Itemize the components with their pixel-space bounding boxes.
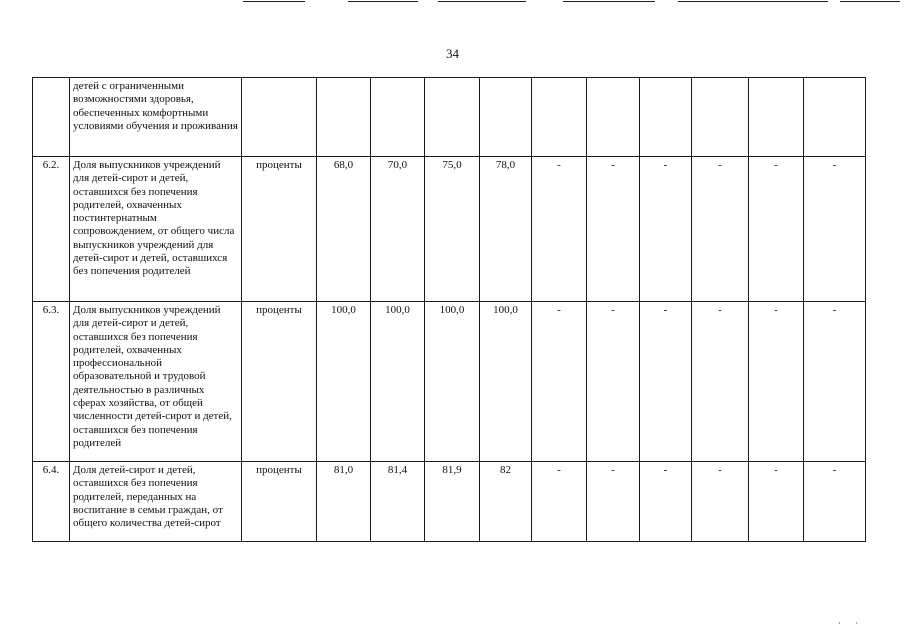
value-cell: 81,0 xyxy=(317,462,371,542)
value-cell: 100,0 xyxy=(371,302,425,462)
unit-cell: проценты xyxy=(242,302,317,462)
dash-cell: - xyxy=(692,462,749,542)
scan-artifact-line xyxy=(243,1,305,2)
value-cell: 78,0 xyxy=(480,157,532,302)
empty-cell xyxy=(640,78,692,157)
scan-artifact-line xyxy=(840,1,900,2)
page-number: 34 xyxy=(446,46,459,61)
value-cell: 68,0 xyxy=(317,157,371,302)
table-row xyxy=(33,462,866,542)
indicator-table xyxy=(32,77,866,542)
unit-cell xyxy=(242,78,317,157)
row-number: 6.2. xyxy=(33,157,70,302)
unit-cell: проценты xyxy=(242,157,317,302)
value-cell: 100,0 xyxy=(480,302,532,462)
dash-cell: - xyxy=(804,462,866,542)
scan-artifact-line xyxy=(348,1,418,2)
value-cell xyxy=(371,78,425,157)
table-row xyxy=(33,78,866,157)
dash-cell: - xyxy=(749,462,804,542)
value-cell: 100,0 xyxy=(317,302,371,462)
value-cell: 70,0 xyxy=(371,157,425,302)
dash-cell: - xyxy=(532,302,587,462)
dash-cell: - xyxy=(640,157,692,302)
dash-cell: - xyxy=(804,302,866,462)
table-row xyxy=(33,302,866,462)
indicator-description: Доля выпускников учреждений для детей-сирот и детей, оставшихся без попечения родителей, охваченных постинтернатным сопровождением, от общего числа выпускников учреждений для детей-сирот и детей, оставшихся без попечения родителей xyxy=(70,157,242,302)
value-cell: 82 xyxy=(480,462,532,542)
value-cell xyxy=(317,78,371,157)
dash-cell: - xyxy=(532,157,587,302)
value-cell: 75,0 xyxy=(425,157,480,302)
empty-cell xyxy=(749,78,804,157)
row-number xyxy=(33,78,70,157)
indicator-description: детей с ограниченными возможностями здоровья, обеспеченных комфортными условиями обучения и проживания xyxy=(70,78,242,157)
dash-cell: - xyxy=(692,302,749,462)
dash-cell: - xyxy=(804,157,866,302)
dash-cell: - xyxy=(749,157,804,302)
table-row xyxy=(33,157,866,302)
empty-cell xyxy=(587,78,640,157)
value-cell: 81,9 xyxy=(425,462,480,542)
empty-cell xyxy=(804,78,866,157)
indicator-description: Доля выпускников учреждений для детей-сирот и детей, оставшихся без попечения родителей, охваченных профессиональной образовательной и трудовой деятельностью в различных сферах хозяйства, от общей численности детей-сирот и детей, оставшихся без попечения родителей xyxy=(70,302,242,462)
table-body xyxy=(33,78,866,542)
value-cell: 100,0 xyxy=(425,302,480,462)
row-number: 6.4. xyxy=(33,462,70,542)
dash-cell: - xyxy=(640,302,692,462)
dash-cell: - xyxy=(640,462,692,542)
value-cell xyxy=(480,78,532,157)
scan-artifact-line xyxy=(438,1,526,2)
dash-cell: - xyxy=(692,157,749,302)
dash-cell: - xyxy=(532,462,587,542)
scan-artifact-line xyxy=(563,1,655,2)
value-cell xyxy=(425,78,480,157)
indicator-description: Доля детей-сирот и детей, оставшихся без попечения родителей, переданных на воспитание в семьи граждан, от общего количества детей-сирот xyxy=(70,462,242,542)
empty-cell xyxy=(692,78,749,157)
dash-cell: - xyxy=(749,302,804,462)
row-number: 6.3. xyxy=(33,302,70,462)
dash-cell: - xyxy=(587,462,640,542)
unit-cell: проценты xyxy=(242,462,317,542)
scan-artifact-line xyxy=(678,1,828,2)
dash-cell: - xyxy=(587,157,640,302)
dash-cell: - xyxy=(587,302,640,462)
scan-artifact-mark: · · xyxy=(838,618,865,628)
value-cell: 81,4 xyxy=(371,462,425,542)
empty-cell xyxy=(532,78,587,157)
